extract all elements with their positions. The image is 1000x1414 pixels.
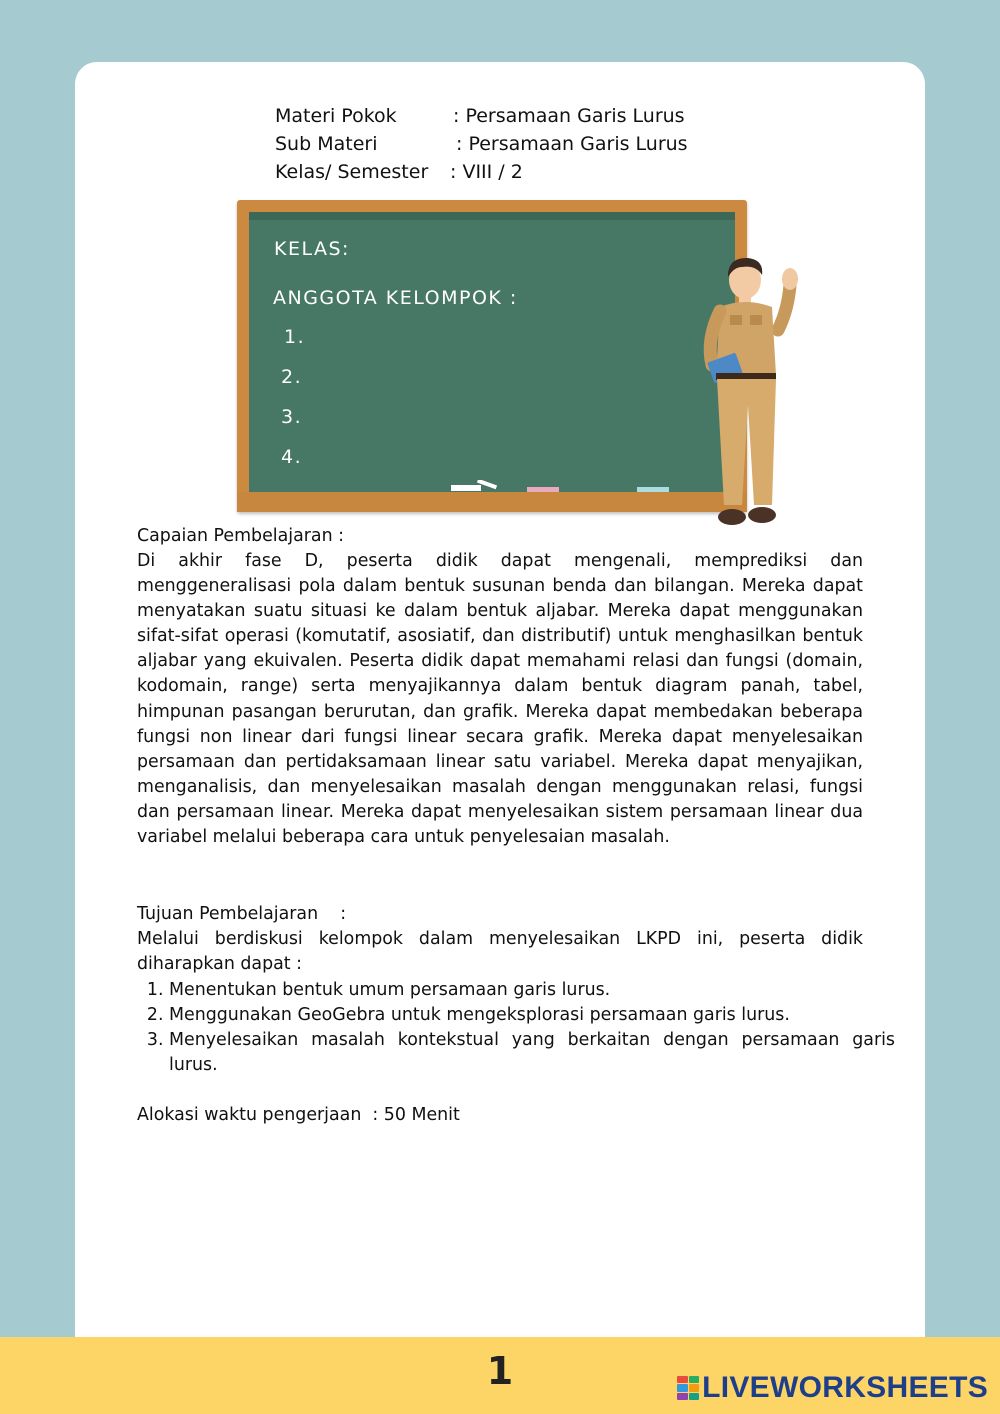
page-number: 1	[486, 1349, 514, 1393]
chalk-tray	[237, 492, 747, 512]
meta-row-sub-materi	[275, 130, 688, 158]
chalkboard	[237, 200, 747, 512]
kelas-semester-label: Kelas/ Semester	[275, 161, 429, 183]
anggota-kelompok-label: ANGGOTA KELOMPOK :	[273, 287, 518, 309]
liveworksheets-logo[interactable]	[677, 1371, 988, 1405]
member-number-2: 2.	[281, 366, 303, 388]
member-number-4: 4.	[281, 446, 303, 468]
sub-materi-value: : Persamaan Garis Lurus	[456, 133, 688, 155]
tujuan-heading: Tujuan Pembelajaran :	[137, 904, 347, 924]
lesson-meta	[275, 102, 688, 186]
chalkboard-surface	[249, 212, 735, 492]
chalkboard-top-edge	[249, 212, 735, 220]
liveworksheets-brand-text: LIVEWORKSHEETS	[702, 1371, 988, 1404]
sub-materi-label: Sub Materi	[275, 133, 378, 155]
meta-row-materi-pokok	[275, 102, 688, 130]
capaian-paragraph: Di akhir fase D, peserta didik dapat mengenali, memprediksi dan menggeneralisasi pola dalam bentuk susunan benda dan bilangan. Mereka dapat menyatakan suatu situasi ke dalam bentuk aljabar. Mereka dapat menggunakan sifat-sifat operasi (komutatif, asosiatif, dan distributif) untuk menghasilkan bentuk aljabar yang ekuivalen. Peserta didik dapat memahami relasi dan fungsi (domain, kodomain, range) serta menyajikannya dalam bentuk diagram panah, tabel, himpunan pasangan berurutan, dan grafik. Mereka dapat membedakan beberapa fungsi non linear dari fungsi linear secara grafik. Mereka dapat menyelesaikan persamaan dan pertidaksamaan linear satu variabel. Mereka dapat menyajikan, menganalisis, dan menyelesaikan masalah dengan menggunakan relasi, fungsi dan persamaan linear. Mereka dapat menyelesaikan sistem persamaan linear dua variabel melalui beberapa cara untuk penyelesaian masalah.	[137, 551, 863, 848]
learning-goal: 2. Menggunakan GeoGebra untuk mengeksplorasi persamaan garis lurus.	[169, 1003, 895, 1028]
member-number-1: 1.	[284, 326, 306, 348]
tujuan-intro: Melalui berdiskusi kelompok dalam menyelesaikan LKPD ini, peserta didik diharapkan dapat :	[137, 929, 863, 975]
materi-pokok-value: : Persamaan Garis Lurus	[453, 105, 685, 127]
teacher-illustration	[690, 255, 810, 540]
meta-row-kelas	[275, 158, 688, 186]
capaian-heading: Capaian Pembelajaran :	[137, 526, 344, 546]
alokasi-waktu: Alokasi waktu pengerjaan : 50 Menit	[137, 1105, 460, 1125]
member-number-3: 3.	[281, 406, 303, 428]
learning-goal: 1. Menentukan bentuk umum persamaan garis lurus.	[169, 978, 895, 1003]
learning-goal: 3. Menyelesaikan masalah kontekstual yang berkaitan dengan persamaan garis lurus.	[169, 1028, 895, 1078]
materi-pokok-label: Materi Pokok	[275, 105, 397, 127]
learning-goals-list	[137, 978, 895, 1078]
footer-bar	[0, 1337, 1000, 1414]
kelas-label: KELAS:	[274, 238, 350, 260]
kelas-semester-value: : VIII / 2	[450, 161, 523, 183]
liveworksheets-logo-icon	[677, 1376, 699, 1400]
chalk-pieces-icon	[449, 480, 509, 492]
